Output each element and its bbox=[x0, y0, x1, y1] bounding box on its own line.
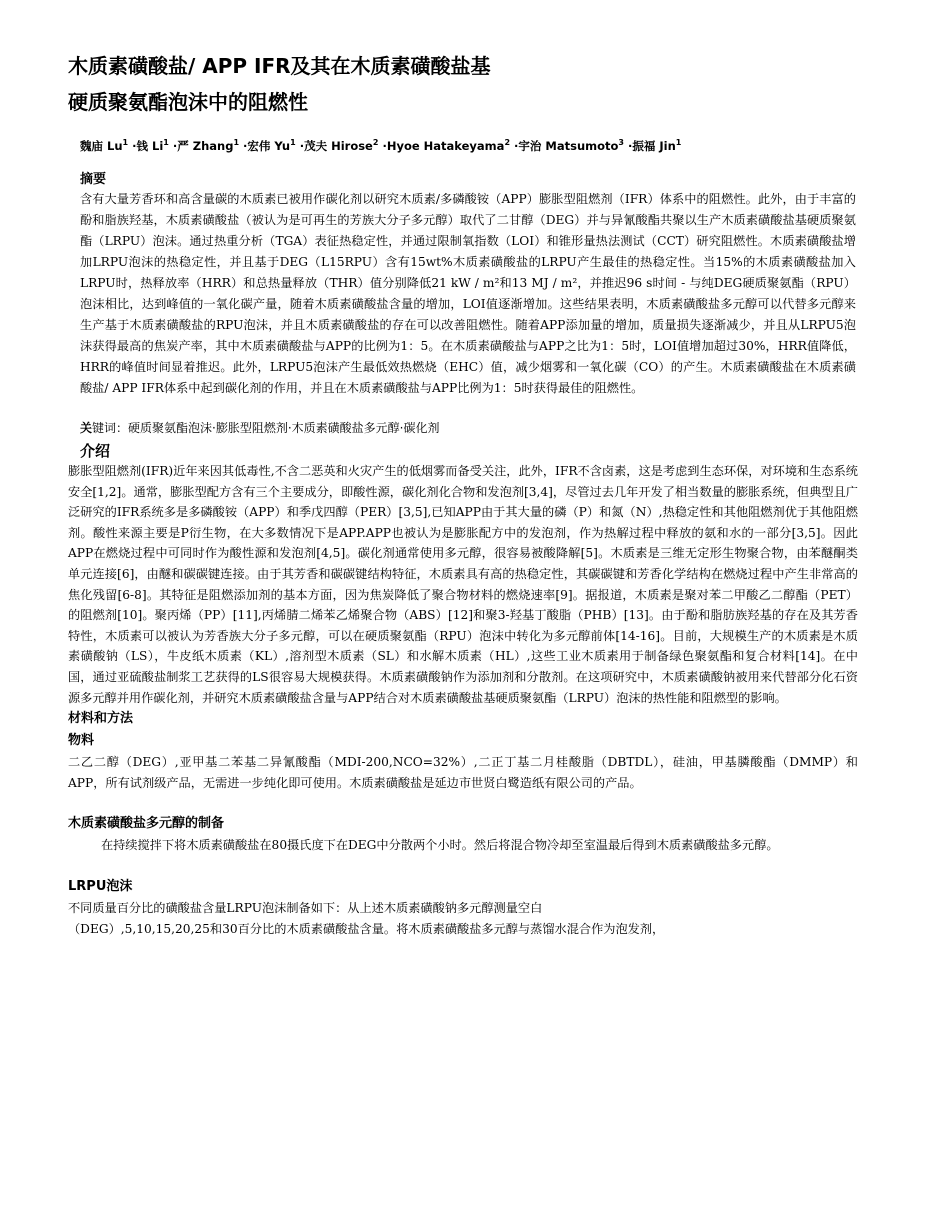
author-name: ·宇治 Matsumoto bbox=[514, 139, 619, 153]
paper-title bbox=[68, 48, 858, 120]
author-affiliation: 1 bbox=[233, 138, 240, 148]
keywords-label: 关 bbox=[80, 421, 93, 435]
lrpu-line-1: 不同质量百分比的磺酸盐含量LRPU泡沫制备如下：从上述木质素磺酸钠多元醇测量空白 bbox=[68, 900, 543, 915]
paper-page bbox=[68, 48, 858, 939]
title-line-2: 硬质聚氨酯泡沫中的阻燃性 bbox=[68, 90, 308, 114]
author-affiliation: 1 bbox=[290, 138, 296, 148]
author-name: ·茂夫 Hirose bbox=[299, 139, 373, 153]
keywords-text: 键词：硬质聚氨酯泡沫·膨胀型阻燃剂·木质素磺酸盐多元醇·碳化剂 bbox=[92, 421, 440, 435]
lrpu-line-2: （DEG）,5,10,15,20,25和30百分比的木质素磺酸盐含量。将木质素磺酸盐多元醇与蒸馏水混合作为泡发剂， bbox=[68, 921, 665, 936]
abstract-heading: 摘要 bbox=[80, 172, 107, 187]
lrpu-text bbox=[68, 898, 858, 939]
author-affiliation: 1 bbox=[163, 138, 169, 148]
keywords bbox=[80, 419, 858, 436]
materials-subheading: 物料 bbox=[68, 733, 95, 749]
title-line-1: 木质素磺酸盐/ APP IFR及其在木质素磺酸盐基 bbox=[68, 54, 491, 78]
intro-heading: 介绍 bbox=[80, 442, 111, 460]
author-affiliation: 2 bbox=[504, 138, 511, 148]
polyol-text: 在持续搅拌下将木质素磺酸盐在80摄氏度下在DEG中分散两个小时。然后将混合物冷却至室温最后得到木质素磺酸盐多元醇。 bbox=[100, 838, 779, 853]
author-affiliation: 1 bbox=[122, 138, 129, 148]
materials-heading: 材料和方法 bbox=[68, 711, 134, 727]
author-name: 魏庙 Lu bbox=[80, 139, 123, 153]
author-name: ·振福 Jin bbox=[628, 139, 676, 153]
intro-text: 膨胀型阻燃剂(IFR)近年来因其低毒性,不含二恶英和火灾产生的低烟雾而备受关注，此外，IFR不含卤素，这是考虑到生态环保，对环境和生态系统安全[1,2]。通常，膨胀型配方含有三个主要成分，即酸性源，碳化剂化合物和发泡剂[3,4]，尽管过去几年开发了相当数量的膨胀系统，但典型且广泛研究的IFR系统多是多磷酸铵（APP）和季戊四醇（PER）[3,5],已知APP由于其大量的磷（P）和氮（N）,热稳定性和其他阻燃剂优于其他阻燃剂。酸性来源主要是P衍生物，在大多数情况下是APP.APP也被认为是膨胀配方中的发泡剂，作为热解过程中释放的氨和水的一部分[3,5]。因此APP在燃烧过程中可同时作为酸性源和发泡剂[4,5]。碳化剂通常使用多元醇，很容易被酸降解[5]。木质素是三维无定形生物聚合物，由苯醚酮类单元连接[6]，由醚和碳碳键连接。由于其芳香和碳碳键结构特征，木质素具有高的热稳定性，其碳碳键和芳香化学结构在燃烧过程中产生非常高的焦化残留[6-8]。其特征是阻燃添加剂的基本方面，因为焦炭降低了聚合物材料的燃烧速率[9]。据报道，木质素是聚对苯二甲酸乙二醇酯（PET）的阻燃剂[10]。聚丙烯（PP）[11],丙烯腈二烯苯乙烯聚合物（ABS）[12]和聚3-羟基丁酸脂（PHB）[13]。由于酚和脂肪族羟基的存在及其芳香特性，木质素可以被认为芳香族大分子多元醇，可以在硬质聚氨酯（RPU）泡沫中转化为多元醇前体[14-16]。目前，大规模生产的木质素是木质素磺酸钠（LS），牛皮纸木质素（KL）,溶剂型木质素（SL）和水解木质素（HL）,这些工业木质素用于制备绿色聚氨酯和复合材料[14]。在中国，通过亚硫酸盐制浆工艺获得的LS很容易大规模获得。木质素磺酸钠作为添加剂和分散剂。在这项研究中，木质素磺酸钠被用来代替部分化石资源多元醇并用作碳化剂，并研究木质素磺酸盐含量与APP结合对木质素磺酸盐基硬质聚氨酯（LRPU）泡沫的热性能和阻燃型的影响。 bbox=[68, 464, 858, 705]
polyol-heading: 木质素磺酸盐多元醇的制备 bbox=[68, 816, 225, 832]
lrpu-heading: LRPU泡沫 bbox=[68, 878, 133, 894]
author-name: ·宏伟 Yu bbox=[243, 139, 291, 153]
author-name: ·Hyoe Hatakeyama bbox=[382, 139, 505, 153]
author-list bbox=[80, 138, 858, 154]
author-name: ·严 Zhang bbox=[172, 139, 234, 153]
author-affiliation: 2 bbox=[372, 138, 379, 148]
author-name: ·钱 Li bbox=[132, 139, 164, 153]
author-affiliation: 1 bbox=[675, 138, 682, 148]
author-affiliation: 3 bbox=[618, 138, 624, 148]
abstract-text: 含有大量芳香环和高含量碳的木质素已被用作碳化剂以研究木质素/多磷酸铵（APP）膨胀型阻燃剂（IFR）体系中的阻燃性。此外，由于丰富的酚和脂族羟基，木质素磺酸盐（被认为是可再生的芳族大分子多元醇）取代了二甘醇（DEG）并与异氰酸酯共聚以生产木质素磺酸盐基硬质聚氨酯（LRPU）泡沫。通过热重分析（TGA）表征热稳定性，并通过限制氧指数（LOI）和锥形量热法测试（CCT）研究阻燃性。木质素磺酸盐增加LRPU泡沫的热稳定性，并且基于DEG（L15RPU）含有15wt%木质素磺酸盐的LRPU产生最佳的热稳定性。当15%的木质素磺酸盐加入LRPU时，热释放率（HRR）和总热量释放（THR）值分别降低21 kW / m²和13 MJ / m²，并推迟96 s时间 - 与纯DEG硬质聚氨酯（RPU）泡沫相比，达到峰值的一氧化碳产量，随着木质素磺酸盐含量的增加，LOI值逐渐增加。这些结果表明，木质素磺酸盐多元醇可以代替多元醇来生产基于木质素磺酸盐的RPU泡沫，并且木质素磺酸盐的存在可以改善阻燃性。随着APP添加量的增加，质量损失逐渐减少，并且从LRPU5泡沫获得最高的焦炭产率，其中木质素磺酸盐与APP的比例为1：5。在木质素磺酸盐与APP之比为1：5时，LOI值增加超过30%，HRR值降低，HRR的峰值时间显着推迟。此外，LRPU5泡沫产生最低效热燃烧（EHC）值，减少烟雾和一氧化碳（CO）的产生。木质素磺酸盐在木质素磺酸盐/ APP IFR体系中起到碳化剂的作用，并且在木质素磺酸盐与APP比例为1：5时获得最佳的阻燃性。 bbox=[80, 192, 856, 395]
materials-text: 二乙二醇（DEG）,亚甲基二苯基二异氰酸酯（MDI-200,NCO=32%）,二正丁基二月桂酸脂（DBTDL），硅油，甲基膦酸酯（DMMP）和APP，所有试剂级产品，无需进一步纯化即可使用。木质素磺酸盐是延边市世贤白鹭造纸有限公司的产品。 bbox=[68, 755, 858, 790]
